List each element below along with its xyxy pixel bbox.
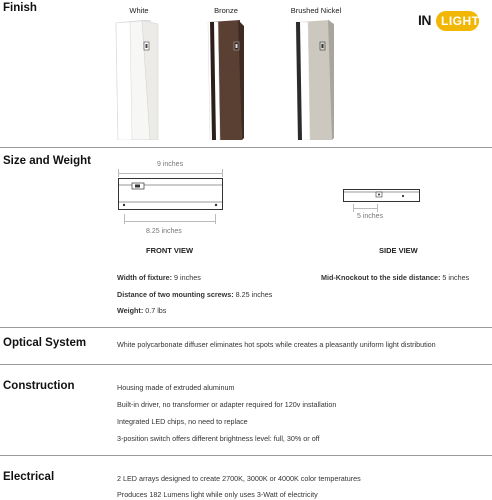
divider <box>0 364 492 365</box>
electrical-item: 2 LED arrays designed to create 2700K, 3000K or 4000K color temperatures <box>117 474 361 483</box>
construction-item: Housing made of extruded aluminum <box>117 383 235 392</box>
section-title-finish: Finish <box>3 2 37 14</box>
optical-description: White polycarbonate diffuser eliminates hot spots while creates a pleasantly uniform light distribution <box>117 340 436 349</box>
finish-label-nickel: Brushed Nickel <box>290 6 342 15</box>
spec-width-label: Width of fixture: <box>117 273 173 282</box>
spec-width-value: 9 inches <box>172 273 201 282</box>
section-title-size: Size and Weight <box>3 155 91 167</box>
dimension-width-bottom: 8.25 inches <box>146 228 182 235</box>
spec-weight-value: 0.7 lbs <box>143 306 167 315</box>
divider <box>0 147 492 148</box>
electrical-item: Produces 182 Lumens light while only uses 3-Watt of electricity <box>117 490 318 499</box>
finish-label-white: White <box>129 6 149 15</box>
spec-screws <box>117 290 272 299</box>
divider <box>0 327 492 328</box>
dimension-line-bottom <box>124 221 216 222</box>
dimension-width-top: 9 inches <box>157 161 184 168</box>
dimension-tick <box>222 169 223 177</box>
finish-label-bronze: Bronze <box>214 6 238 15</box>
inlight-logo <box>418 11 478 33</box>
spec-knockout-label: Mid-Knockout to the side distance: <box>321 273 441 282</box>
fixture-nickel-image <box>286 20 346 140</box>
fixture-bronze-image <box>196 20 256 140</box>
construction-item: 3-position switch offers different brightness level: full, 30% or off <box>117 434 320 443</box>
spec-screws-label: Distance of two mounting screws: <box>117 290 234 299</box>
spec-width <box>117 273 201 282</box>
side-view-drawing <box>343 188 421 204</box>
logo-text-light: LIGHT <box>441 14 480 28</box>
side-view-label: SIDE VIEW <box>379 246 418 255</box>
dimension-side: 5 inches <box>357 213 384 220</box>
front-view-label: FRONT VIEW <box>146 246 194 255</box>
construction-item: Integrated LED chips, no need to replace <box>117 417 248 426</box>
dimension-line-top <box>118 173 223 174</box>
construction-item: Built-in driver, no transformer or adapter required for 120v installation <box>117 400 337 409</box>
section-title-optical: Optical System <box>3 337 87 349</box>
spec-weight <box>117 306 166 315</box>
section-title-construction: Construction <box>3 380 75 392</box>
dimension-line-side <box>353 208 378 209</box>
spec-screws-value: 8.25 inches <box>233 290 273 299</box>
divider <box>0 455 492 456</box>
dimension-tick <box>118 169 119 177</box>
spec-weight-label: Weight: <box>117 306 144 315</box>
spec-knockout <box>321 273 469 282</box>
spec-knockout-value: 5 inches <box>440 273 470 282</box>
fixture-white-image <box>108 20 168 140</box>
dimension-tick <box>215 214 216 224</box>
dimension-tick <box>124 214 125 224</box>
front-view-drawing <box>118 178 224 212</box>
section-title-electrical: Electrical <box>3 471 55 483</box>
logo-text-in: IN <box>418 12 431 28</box>
